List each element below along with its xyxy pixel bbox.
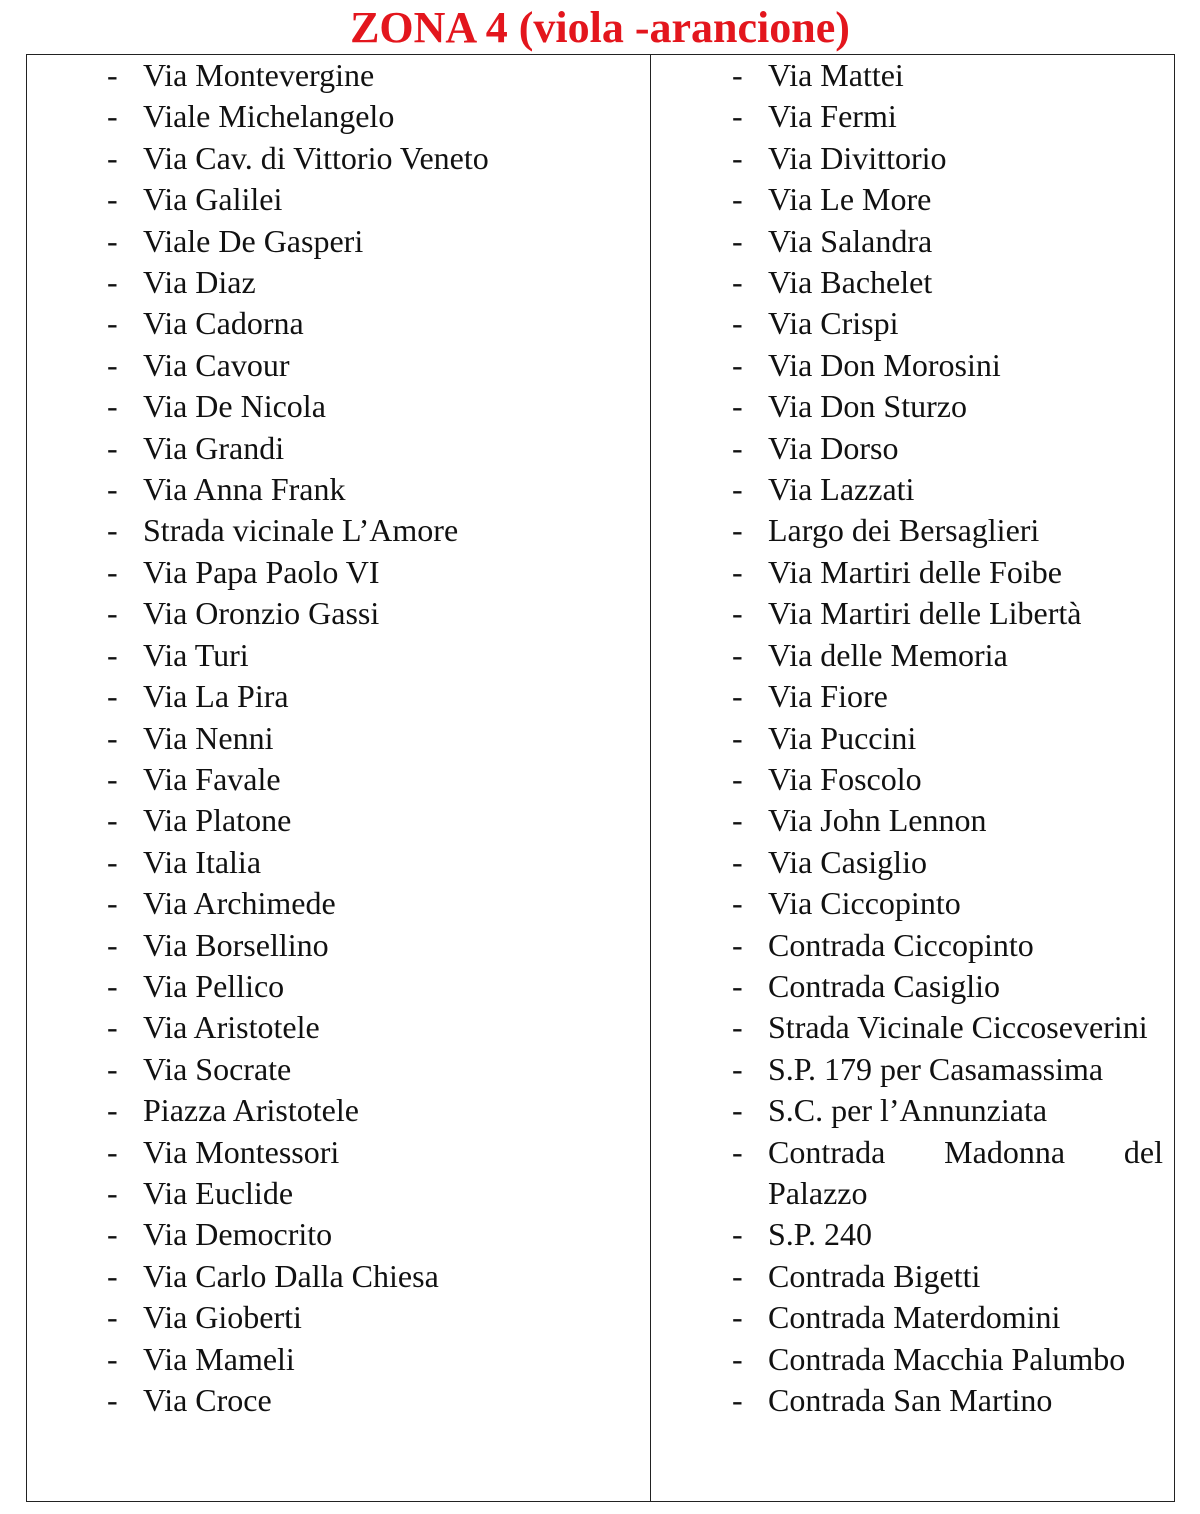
- street-item: [651, 1007, 1174, 1048]
- bullet-dash: -: [732, 139, 743, 176]
- bullet-dash: -: [732, 760, 743, 797]
- street-name: Via Foscolo: [768, 760, 922, 797]
- street-item: [27, 1297, 650, 1338]
- street-item: [27, 469, 650, 510]
- street-item: [651, 55, 1174, 96]
- street-item: [651, 262, 1174, 303]
- street-name: Via Divittorio: [768, 139, 947, 176]
- street-name: Via Montessori: [143, 1133, 340, 1170]
- bullet-dash: -: [107, 1257, 118, 1294]
- bullet-dash: -: [107, 222, 118, 259]
- bullet-dash: -: [107, 843, 118, 880]
- street-item: [651, 428, 1174, 469]
- street-item: [651, 138, 1174, 179]
- street-name: Via Crispi: [768, 305, 899, 342]
- bullet-dash: -: [732, 1340, 743, 1377]
- street-name: Via Montevergine: [143, 57, 375, 93]
- bullet-dash: -: [107, 1340, 118, 1377]
- bullet-dash: -: [107, 678, 118, 715]
- street-item: [651, 96, 1174, 137]
- street-name: Via Carlo Dalla Chiesa: [143, 1257, 439, 1294]
- bullet-dash: -: [732, 98, 743, 135]
- street-name: Contrada San Martino: [768, 1382, 1053, 1418]
- street-name: Via Anna Frank: [143, 471, 346, 508]
- bullet-dash: -: [107, 305, 118, 342]
- street-name: Via De Nicola: [143, 388, 326, 425]
- street-item: [27, 883, 650, 924]
- bullet-dash: -: [732, 57, 743, 93]
- street-name: Largo dei Bersaglieri: [768, 512, 1040, 549]
- street-item: [27, 1380, 650, 1421]
- street-name: Via Mameli: [143, 1340, 295, 1377]
- bullet-dash: -: [107, 636, 118, 673]
- street-name: Via delle Memoria: [768, 636, 1008, 673]
- bullet-dash: -: [107, 1050, 118, 1087]
- right-column: [651, 55, 1174, 1501]
- bullet-dash: -: [107, 926, 118, 963]
- street-item: [651, 883, 1174, 924]
- bullet-dash: -: [732, 181, 743, 218]
- street-name: Strada vicinale L’Amore: [143, 512, 459, 549]
- bullet-dash: -: [107, 802, 118, 839]
- left-column: [27, 55, 651, 1501]
- street-item: [27, 179, 650, 220]
- street-item: [27, 262, 650, 303]
- street-name: Via Papa Paolo VI: [143, 553, 380, 590]
- street-name: Via Democrito: [143, 1216, 333, 1253]
- street-item: [651, 221, 1174, 262]
- bullet-dash: -: [107, 719, 118, 756]
- street-item: [651, 593, 1174, 634]
- bullet-dash: -: [732, 346, 743, 383]
- bullet-dash: -: [732, 388, 743, 425]
- bullet-dash: -: [107, 885, 118, 922]
- street-name: Piazza Aristotele: [143, 1092, 359, 1129]
- street-name: Via Le More: [768, 181, 932, 218]
- street-item: [651, 1339, 1174, 1380]
- street-name: Via Archimede: [143, 885, 336, 922]
- bullet-dash: -: [732, 595, 743, 632]
- street-item: [651, 1214, 1174, 1255]
- street-name: Via Don Sturzo: [768, 388, 967, 425]
- street-item: [651, 1090, 1174, 1131]
- bullet-dash: -: [107, 471, 118, 508]
- street-item: [27, 635, 650, 676]
- bullet-dash: -: [732, 926, 743, 963]
- street-name: Via Mattei: [768, 57, 904, 93]
- bullet-dash: -: [107, 1133, 118, 1170]
- street-item: [27, 428, 650, 469]
- street-name: Contrada Materdomini: [768, 1299, 1061, 1336]
- street-name: Via Fiore: [768, 678, 888, 715]
- street-name: Via Aristotele: [143, 1009, 320, 1046]
- street-item: [27, 303, 650, 344]
- street-name: Via Martiri delle Libertà: [768, 595, 1082, 632]
- bullet-dash: -: [732, 1382, 743, 1418]
- street-item: [651, 966, 1174, 1007]
- bullet-dash: -: [732, 1216, 743, 1253]
- street-name: Via Borsellino: [143, 926, 329, 963]
- bullet-dash: -: [107, 388, 118, 425]
- street-item: [651, 842, 1174, 883]
- street-name: Contrada Bigetti: [768, 1257, 981, 1294]
- street-item: [27, 96, 650, 137]
- street-name: S.C. per l’Annunziata: [768, 1092, 1048, 1129]
- bullet-dash: -: [107, 595, 118, 632]
- street-item: [27, 55, 650, 96]
- street-item: [651, 1380, 1174, 1421]
- bullet-dash: -: [107, 429, 118, 466]
- street-name: Via Croce: [143, 1382, 272, 1418]
- street-name: Strada Vicinale Ciccoseverini: [768, 1009, 1148, 1046]
- bullet-dash: -: [732, 471, 743, 508]
- street-name: Via La Pira: [143, 678, 289, 715]
- street-item: [27, 1132, 650, 1173]
- bullet-dash: -: [732, 1009, 743, 1046]
- bullet-dash: -: [732, 1299, 743, 1336]
- street-item: [651, 1297, 1174, 1338]
- street-item: [651, 1256, 1174, 1297]
- street-name: Via Casiglio: [768, 843, 927, 880]
- bullet-dash: -: [107, 181, 118, 218]
- street-item: [651, 552, 1174, 593]
- street-name: Via Favale: [143, 760, 281, 797]
- bullet-dash: -: [107, 512, 118, 549]
- bullet-dash: -: [732, 1133, 743, 1170]
- street-name: Via Don Morosini: [768, 346, 1001, 383]
- street-item: [651, 759, 1174, 800]
- bullet-dash: -: [107, 1299, 118, 1336]
- street-name: Via Lazzati: [768, 471, 915, 508]
- bullet-dash: -: [107, 967, 118, 1004]
- street-item: [27, 759, 650, 800]
- street-item: [651, 676, 1174, 717]
- street-name: Via Bachelet: [768, 264, 933, 301]
- street-item: [27, 925, 650, 966]
- street-item: [27, 1007, 650, 1048]
- street-name: Via Oronzio Gassi: [143, 595, 380, 632]
- street-name: Viale Michelangelo: [143, 98, 395, 135]
- street-item: [651, 510, 1174, 551]
- street-name: Contrada Casiglio: [768, 967, 1000, 1004]
- street-item: [27, 1339, 650, 1380]
- street-name: Via Cavour: [143, 346, 290, 383]
- street-name: Viale De Gasperi: [143, 222, 364, 259]
- bullet-dash: -: [107, 98, 118, 135]
- street-name: Via Martiri delle Foibe: [768, 553, 1062, 590]
- street-item: [651, 179, 1174, 220]
- bullet-dash: -: [107, 1382, 118, 1418]
- street-item: [27, 676, 650, 717]
- street-item: [651, 800, 1174, 841]
- street-item: [27, 386, 650, 427]
- bullet-dash: -: [732, 885, 743, 922]
- street-item: [651, 635, 1174, 676]
- street-name: Via Nenni: [143, 719, 274, 756]
- bullet-dash: -: [732, 1050, 743, 1087]
- street-name: Via Gioberti: [143, 1299, 302, 1336]
- street-item: [651, 718, 1174, 759]
- bullet-dash: -: [732, 719, 743, 756]
- bullet-dash: -: [732, 512, 743, 549]
- street-item: [27, 718, 650, 759]
- street-name: Contrada Ciccopinto: [768, 926, 1034, 963]
- bullet-dash: -: [732, 636, 743, 673]
- street-item: [27, 1090, 650, 1131]
- bullet-dash: -: [107, 1009, 118, 1046]
- street-item: [651, 345, 1174, 386]
- bullet-dash: -: [107, 553, 118, 590]
- bullet-dash: -: [107, 57, 118, 93]
- streets-table: [26, 54, 1175, 1502]
- bullet-dash: -: [107, 1216, 118, 1253]
- street-item: [651, 925, 1174, 966]
- bullet-dash: -: [732, 1092, 743, 1129]
- street-name: S.P. 179 per Casamassima: [768, 1050, 1104, 1087]
- street-name: Via Ciccopinto: [768, 885, 961, 922]
- bullet-dash: -: [107, 346, 118, 383]
- street-name: Via John Lennon: [768, 802, 987, 839]
- street-item: [651, 469, 1174, 510]
- street-name: Via Grandi: [143, 429, 285, 466]
- street-item: [651, 1049, 1174, 1090]
- street-name: Via Euclide: [143, 1174, 294, 1211]
- page-title: ZONA 4 (viola -arancione): [350, 3, 850, 52]
- street-item: [651, 386, 1174, 427]
- bullet-dash: -: [732, 222, 743, 259]
- bullet-dash: -: [732, 967, 743, 1004]
- street-item: [27, 1214, 650, 1255]
- street-item: [27, 552, 650, 593]
- bullet-dash: -: [732, 264, 743, 301]
- street-item: [27, 1256, 650, 1297]
- street-item: [27, 138, 650, 179]
- bullet-dash: -: [732, 1257, 743, 1294]
- street-item: [27, 345, 650, 386]
- bullet-dash: -: [107, 139, 118, 176]
- street-item: [651, 1132, 1174, 1215]
- street-name: Via Italia: [143, 843, 262, 880]
- bullet-dash: -: [107, 1174, 118, 1211]
- street-item: [27, 1173, 650, 1214]
- street-name: Via Fermi: [768, 98, 897, 135]
- street-name: Via Pellico: [143, 967, 285, 1004]
- bullet-dash: -: [107, 760, 118, 797]
- street-item: [27, 1049, 650, 1090]
- street-name: Via Dorso: [768, 429, 899, 466]
- street-item: [27, 510, 650, 551]
- street-name: Via Puccini: [768, 719, 917, 756]
- bullet-dash: -: [732, 802, 743, 839]
- bullet-dash: -: [732, 305, 743, 342]
- bullet-dash: -: [732, 678, 743, 715]
- street-item: [27, 221, 650, 262]
- street-name: Via Cav. di Vittorio Veneto: [143, 139, 489, 176]
- street-item: [27, 842, 650, 883]
- street-item: [27, 800, 650, 841]
- street-item: [651, 303, 1174, 344]
- street-name: Via Socrate: [143, 1050, 292, 1087]
- bullet-dash: -: [107, 264, 118, 301]
- bullet-dash: -: [732, 843, 743, 880]
- street-name: Via Salandra: [768, 222, 933, 259]
- street-name: Contrada Macchia Palumbo: [768, 1340, 1126, 1377]
- street-name: Via Galilei: [143, 181, 283, 218]
- bullet-dash: -: [732, 429, 743, 466]
- bullet-dash: -: [107, 1092, 118, 1129]
- bullet-dash: -: [732, 553, 743, 590]
- street-name: Contrada Madonna del Palazzo: [768, 1133, 1163, 1211]
- street-item: [27, 593, 650, 634]
- street-name: Via Turi: [143, 636, 249, 673]
- street-name: Via Cadorna: [143, 305, 304, 342]
- street-name: Via Platone: [143, 802, 292, 839]
- street-name: Via Diaz: [143, 264, 256, 301]
- street-item: [27, 966, 650, 1007]
- street-name: S.P. 240: [768, 1216, 873, 1253]
